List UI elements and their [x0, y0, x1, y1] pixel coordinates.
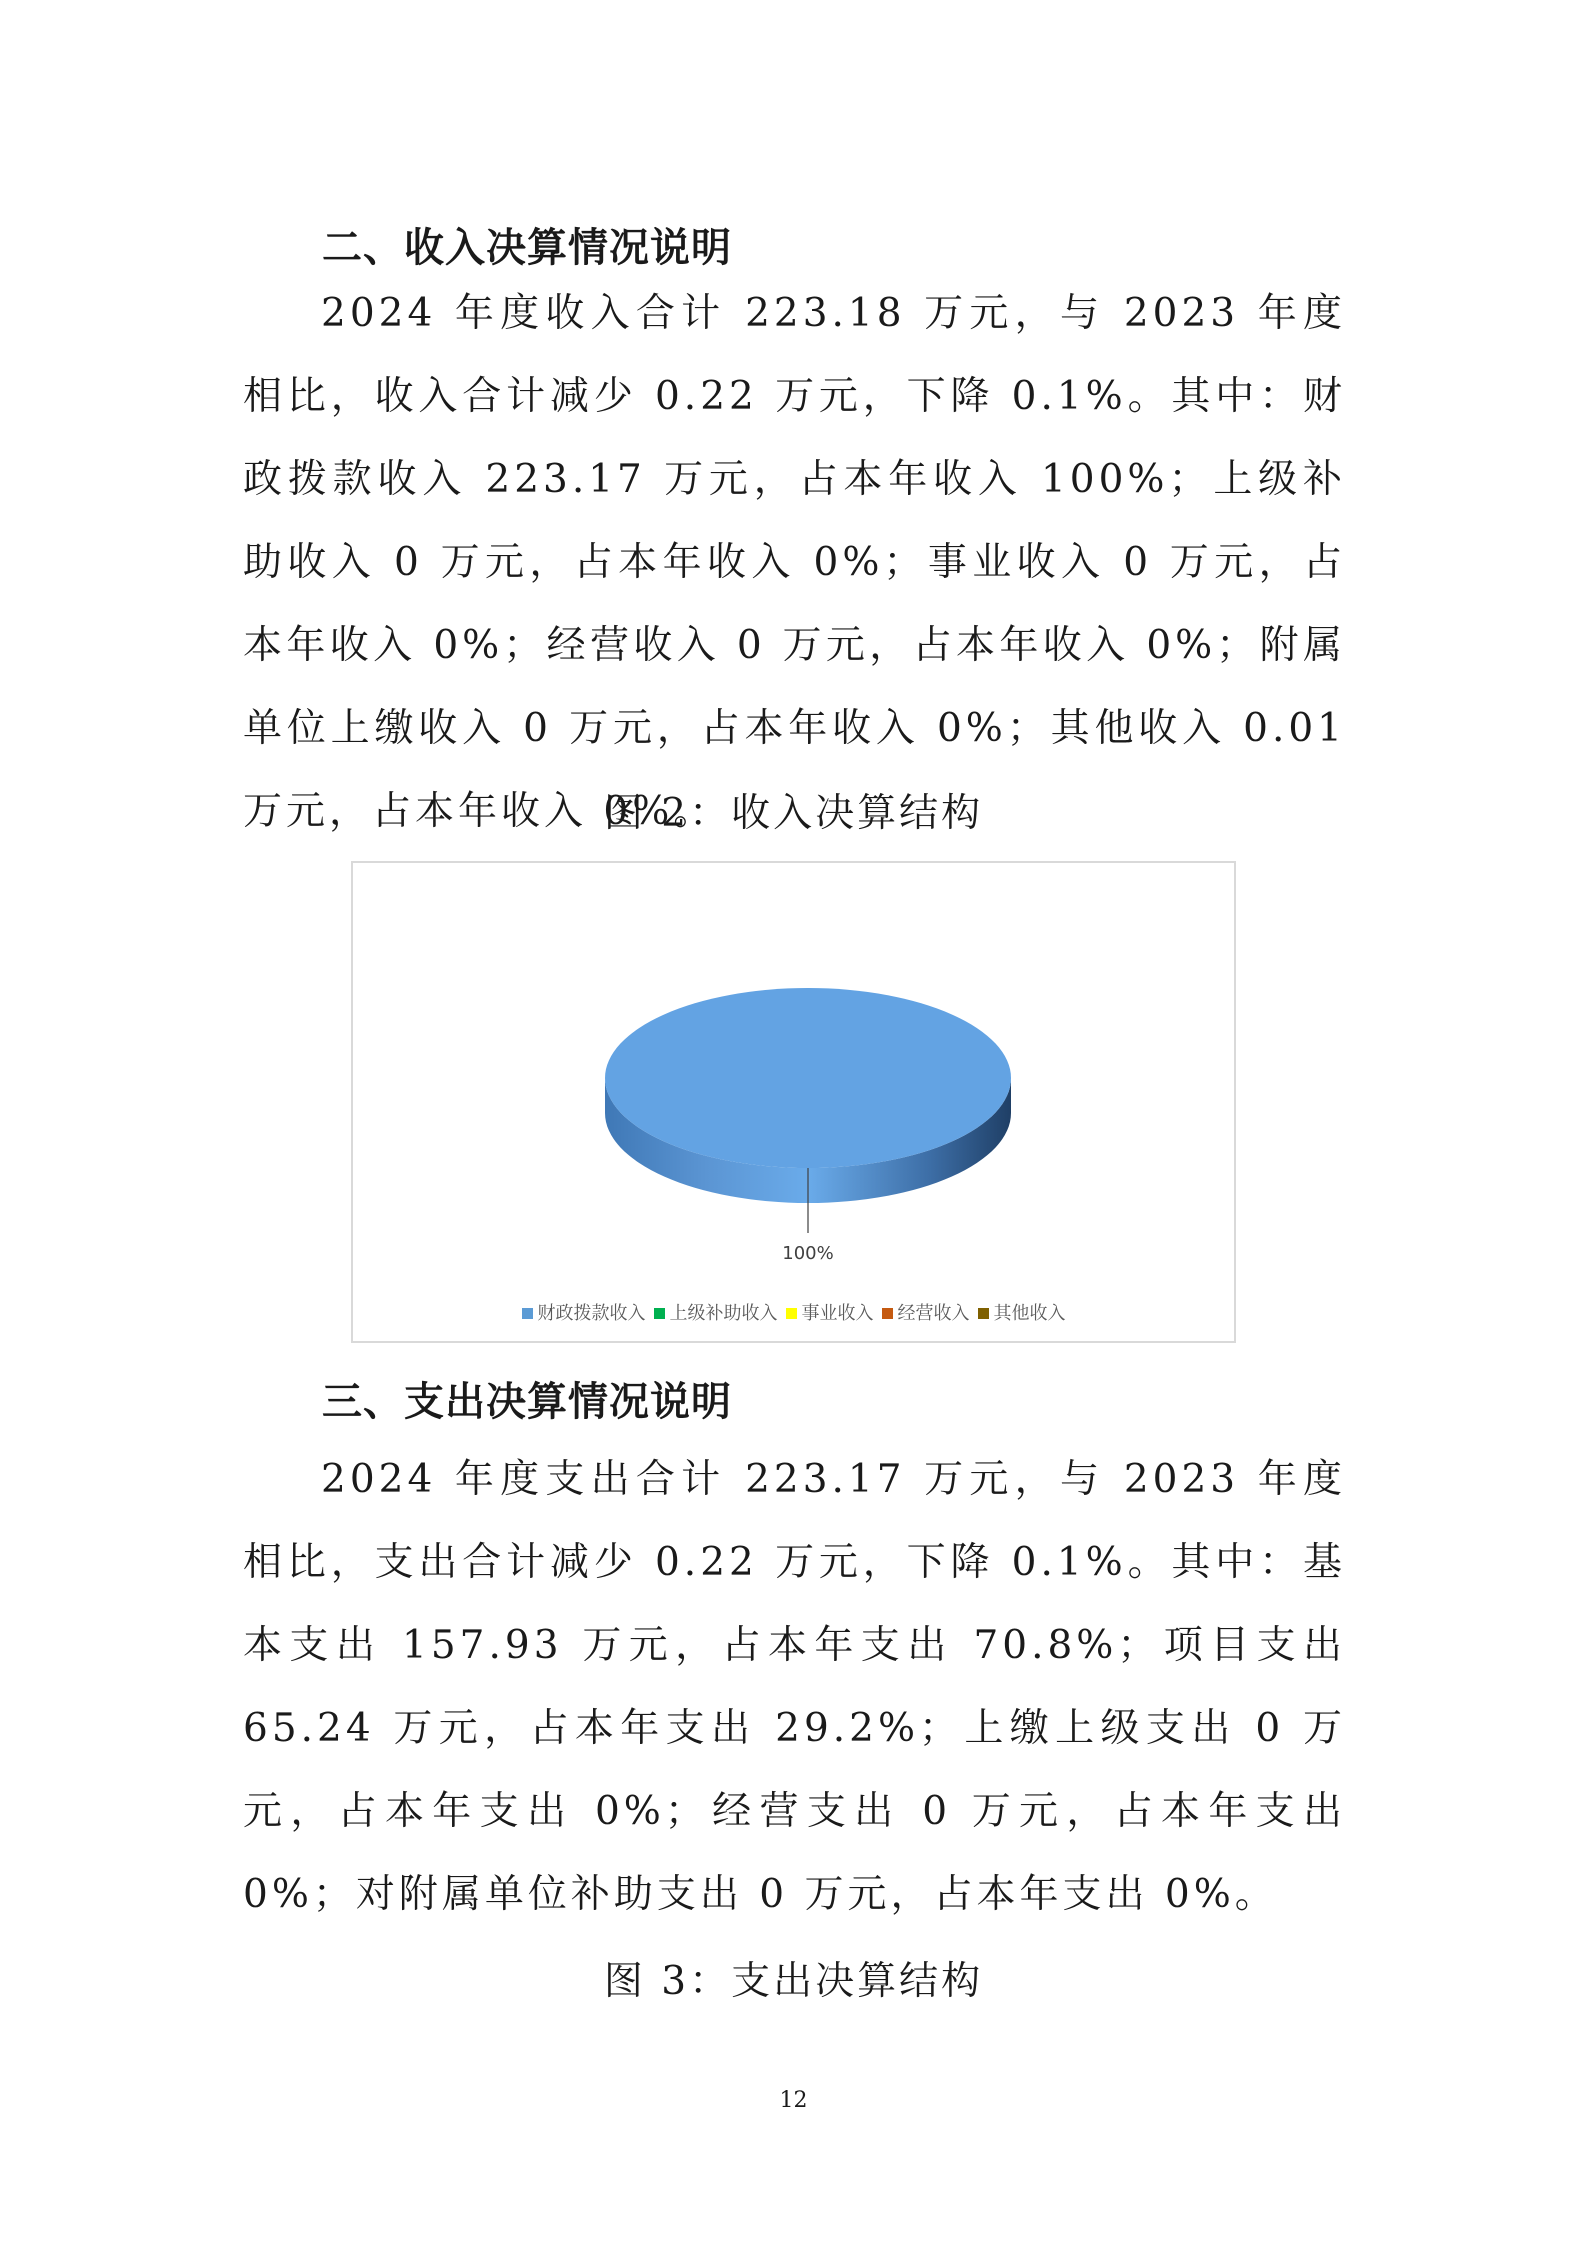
section-heading-expenditure: 三、支出决算情况说明 [322, 1379, 732, 1425]
pie-slice [605, 988, 1011, 1168]
legend-label: 经营收入 [897, 1303, 970, 1324]
legend-swatch [786, 1308, 797, 1319]
legend-item [522, 1299, 646, 1325]
figure-caption-expenditure: 图 3：支出决算结构 [603, 1959, 984, 2004]
income-paragraph: 2024 年度收入合计 223.18 万元，与 2023 年度相比，收入合计减少 0.22 万元，下降 0.1%。其中：财政拨款收入 223.17 万元，占本年收入 100%；上级补助收入 0 万元，占本年收入 0%；事业收入 0 万元，占本年收入 0%；经营收入 0 万元，占本年收入 0%；附属单位上缴收入 0 万元，占本年收入 0%；其他收入 0.01 万元，占本年收入 0%。 [243, 291, 1346, 834]
legend-item [978, 1299, 1066, 1325]
legend-swatch [654, 1308, 665, 1319]
section-heading-income: 二、收入决算情况说明 [322, 225, 732, 271]
page-number: 12 [779, 2088, 808, 2113]
legend-item [786, 1299, 874, 1325]
pie-chart-svg [353, 863, 1234, 1341]
legend-swatch [882, 1308, 893, 1319]
legend-label: 事业收入 [801, 1303, 874, 1324]
legend-label: 上级补助收入 [669, 1303, 778, 1324]
legend-item [882, 1299, 970, 1325]
legend-item [654, 1299, 778, 1325]
figure-caption-income: 图 2：收入决算结构 [603, 791, 984, 836]
chart-legend [353, 1299, 1234, 1325]
legend-label: 财政拨款收入 [537, 1303, 646, 1324]
expenditure-paragraph: 2024 年度支出合计 223.17 万元，与 2023 年度相比，支出合计减少 0.22 万元，下降 0.1%。其中：基本支出 157.93 万元，占本年支出 70.8%；项目支出 65.24 万元，占本年支出 29.2%；上缴上级支出 0 万元，占本年支出 0%；经营支出 0 万元，占本年支出 0%；对附属单位补助支出 0 万元，占本年支出 0%。 [243, 1457, 1346, 1917]
income-pie-chart [351, 861, 1236, 1343]
data-label: 100% [782, 1243, 834, 1264]
legend-label: 其他收入 [993, 1303, 1066, 1324]
legend-swatch [978, 1308, 989, 1319]
legend-swatch [522, 1308, 533, 1319]
